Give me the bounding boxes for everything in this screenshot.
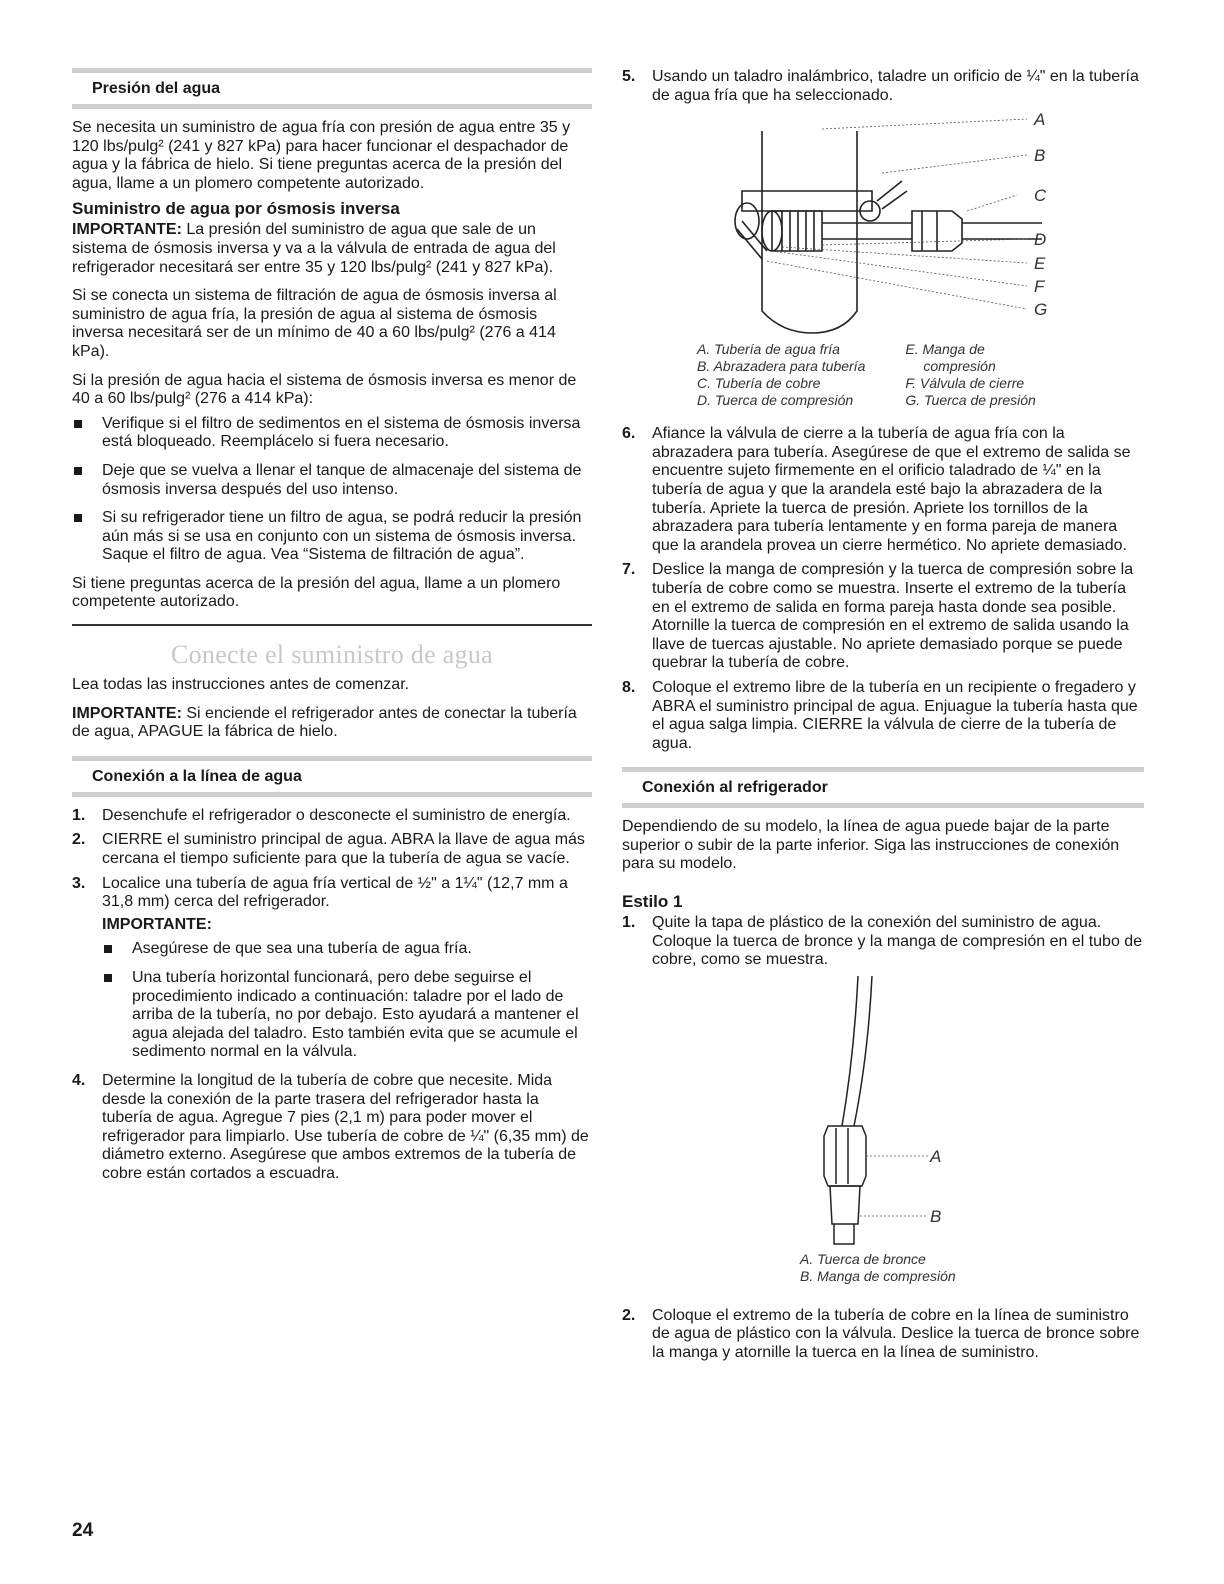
step-text: CIERRE el suministro principal de agua. ABRA la llave de agua más cercana el tiempo suficiente para que la tubería de agua se vacíe. [102, 831, 585, 868]
step-item [622, 914, 1144, 970]
caption-line: A. Tuerca de bronce [800, 1250, 926, 1267]
fig1-letter-c: C [1034, 186, 1047, 206]
fig2-captions [800, 1251, 1144, 1285]
fig2-letter-b: B [930, 1206, 942, 1226]
step-number: 6. [622, 425, 636, 443]
step-item [622, 679, 1144, 753]
step-item [72, 831, 592, 868]
list-item: Una tubería horizontal funcionará, pero debe seguirse el procedimiento indicado a continuación: taladre por el lado de arriba de la tubería, no por debajo. Esto ayudará a mantener el agua alejada del taladro. Esto también evita que se acumule el sedimento normal en la válvula. [102, 969, 592, 1062]
connect-important-text: Si enciende el refrigerador antes de conectar la tubería de agua, APAGUE la fábrica de hielo. [72, 704, 577, 741]
caption-line: D. Tuerca de compresión [697, 392, 854, 409]
style1-heading: Estilo 1 [622, 892, 683, 912]
brass-nut [824, 1126, 866, 1186]
step-text: Quite la tapa de plástico de la conexión del suministro de agua. Coloque la tuerca de bronce y la manga de compresión en el tubo de cobre, como se muestra. [652, 914, 1143, 969]
ro-bullet-list [72, 415, 592, 565]
caption-line: B. Manga de compresión [800, 1267, 956, 1284]
list-item: Deje que se vuelva a llenar el tanque de almacenaje del sistema de ósmosis inversa después del uso intenso. [72, 462, 592, 499]
copper-tube-end [962, 223, 1042, 239]
caption-line: A. Tubería de agua fría [697, 341, 840, 358]
copper-tube-line [842, 976, 872, 1126]
fig1-letter-g: G [1034, 300, 1048, 320]
water-line-heading-bar [72, 756, 592, 797]
water-pressure-heading: Presión del agua [92, 80, 221, 97]
step-item [72, 1072, 592, 1184]
water-pressure-heading-bar [72, 68, 592, 109]
list-item: Asegúrese de que sea una tubería de agua fría. [102, 940, 592, 959]
connect-important-paragraph [72, 705, 592, 742]
step-item [622, 1307, 1144, 1363]
step-number: 1. [72, 806, 86, 824]
ro-paragraph-3: Si la presión de agua hacia el sistema de ósmosis inversa es menor de 40 a 60 lbs/pulg² (276 a 414 kPa): [72, 371, 577, 408]
step-item [622, 68, 1144, 105]
fig1-caption-right [905, 341, 1035, 409]
step-number: 4. [72, 1071, 86, 1089]
ro-supply-heading: Suministro de agua por ósmosis inversa [72, 199, 400, 219]
step-item [622, 561, 1144, 673]
fig1-letter-a: A [1034, 111, 1046, 130]
step-number: 2. [622, 1306, 636, 1324]
fridge-connection-heading-bar [622, 767, 1144, 808]
ro-paragraph-4: Si tiene preguntas acerca de la presión del agua, llame a un plomero competente autorizado. [72, 574, 561, 611]
fig1-letter-e: E [1034, 254, 1046, 274]
step-text: Afiance la válvula de cierre a la tubería de agua fría con la abrazadera para tubería. Asegúrese de que el extremo de salida se encuentre sujeto firmemente en el orificio taladrado de ¼" en la tubería de agua y que la arandela esté bajo la abrazadera de la tubería. Apriete la tuerca de presión. Apriete los tornillos de la abrazadera para tubería lentamente y en forma pareja de manera que la arandela provea un cierre hermético. No apriete demasiado. [652, 425, 1131, 554]
step-item [72, 875, 592, 1062]
cold-water-pipe [762, 131, 857, 333]
step-item [622, 425, 1144, 555]
connect-intro: Lea todas las instrucciones antes de comenzar. [72, 676, 410, 694]
page-number: 24 [72, 1520, 94, 1541]
steps-mid [622, 425, 1144, 753]
step-text: Coloque el extremo de la tubería de cobre en la línea de suministro de agua de plástico con la válvula. Deslice la tuerca de bronce sobre la manga y atornille la tuerca en la línea de suministro. [652, 1306, 1140, 1362]
ro-important-label: IMPORTANTE: [72, 221, 182, 239]
steps-top [622, 68, 1144, 105]
style1-step2 [622, 1307, 1144, 1363]
list-item: Verifique si el filtro de sedimentos en el sistema de ósmosis inversa está bloqueado. Reemplácelo si fuera necesario. [72, 415, 592, 452]
water-line-heading: Conexión a la línea de agua [92, 767, 302, 785]
fig1-caption-left [697, 341, 865, 409]
step-text: Determine la longitud de la tubería de cobre que necesite. Mida desde la conexión de la parte trasera del refrigerador hasta la tubería de agua. Agregue 7 pies (2,1 m) para poder mover el refrigerador para limpiarlo. Use tubería de cobre de ¼" (6,35 mm) de diámetro externo. Asegúrese que ambos extremos de la tubería de cobre están cortados a escuadra. [102, 1071, 589, 1182]
step-text: Desenchufe el refrigerador o desconecte el suministro de energía. [102, 806, 571, 824]
ro-paragraph-2: Si se conecta un sistema de filtración de agua de ósmosis inversa al suministro de agua fría, la presión de agua al sistema de ósmosis inversa necesitará ser de un mínimo de 40 a 60 lbs/pulg² (276 a 414 kPa). [72, 287, 557, 360]
valve-illustration [622, 111, 1144, 341]
water-pressure-body: Se necesita un suministro de agua fría con presión de agua entre 35 y 120 lbs/pulg² (241 y 827 kPa) para hacer funcionar el despachador de agua y la fábrica de hielo. Si tiene preguntas acerca de la presión del agua, llame a un plomero competente autorizado. [72, 119, 571, 192]
water-line-steps [72, 807, 592, 1184]
ro-important-text: La presión del suministro de agua que sale de un sistema de ósmosis inversa y va a la válvula de entrada de agua del refrigerador necesitará ser entre 35 y 120 lbs/pulg² (241 y 827 kPa). [72, 221, 556, 276]
nut-sleeve-figure [622, 976, 1144, 1251]
step-item [72, 807, 592, 826]
step-number: 1. [622, 914, 636, 932]
caption-line: C. Tubería de cobre [697, 375, 821, 392]
step-number: 8. [622, 678, 636, 696]
left-column [72, 68, 592, 1190]
fridge-connection-heading: Conexión al refrigerador [642, 779, 828, 797]
step3-important-label: IMPORTANTE: [102, 915, 212, 933]
right-column [622, 68, 1144, 1369]
fig1-letter-d: D [1034, 230, 1047, 250]
caption-line: B. Abrazadera para tubería [697, 358, 866, 375]
style1-step1 [622, 914, 1144, 970]
fig1-letter-f: F [1034, 277, 1045, 297]
connect-section-title: Conecte el suministro de agua [170, 640, 494, 670]
step-text: Deslice la manga de compresión y la tuerca de compresión sobre la tubería de cobre como se muestra. Inserte el extremo de la tubería en el extremo de salida en forma pareja hasta donde sea posible. Atornille la tuerca de compresión en el extremo de salida usando la llave de tuercas ajustable. No apriete demasiado porque se puede quebrar la tubería de cobre. [652, 561, 1134, 672]
step-number: 2. [72, 831, 86, 849]
clamp-left-bolt [735, 203, 759, 239]
fig2-letter-a: A [930, 1146, 942, 1166]
nut-sleeve-illustration [622, 976, 1144, 1251]
step-text: Coloque el extremo libre de la tubería en un recipiente o fregadero y ABRA el suministro principal de agua. Enjuague la tubería hasta que el agua salga limpia. CIERRE la válvula de cierre de la tubería de agua. [652, 678, 1138, 752]
step3-bullet-list [102, 940, 592, 1062]
list-item: Si su refrigerador tiene un filtro de agua, se podrá reducir la presión aún más si se usa en conjunto con un sistema de ósmosis inversa. Saque el filtro de agua. Vea “Sistema de filtración de agua”. [72, 509, 592, 565]
caption-line: E. Manga de [905, 341, 985, 358]
fig1-captions [697, 341, 1144, 409]
fig1-letter-b: B [1034, 146, 1046, 166]
step-text: Usando un taladro inalámbrico, taladre un orificio de ¼" en la tubería de agua fría que ha seleccionado. [652, 68, 1139, 104]
caption-line: G. Tuerca de presión [905, 392, 1036, 409]
copper-tube [822, 223, 912, 239]
ro-important-paragraph [72, 221, 592, 277]
caption-line: F. Válvula de cierre [905, 375, 1025, 392]
fridge-connection-intro: Dependiendo de su modelo, la línea de agua puede bajar de la parte superior o subir de la parte inferior. Siga las instrucciones de conexión para su modelo. [622, 818, 1120, 873]
valve-figure [622, 111, 1144, 341]
section-divider [72, 624, 592, 626]
compression-sleeve [830, 1186, 860, 1224]
step-number: 7. [622, 561, 636, 579]
step-number: 3. [72, 874, 86, 892]
step-number: 5. [622, 68, 636, 85]
connect-important-label: IMPORTANTE: [72, 704, 182, 722]
step-text: Localice una tubería de agua fría vertical de ½" a 1¼" (12,7 mm a 31,8 mm) cerca del refrigerador. [102, 874, 568, 911]
caption-line: compresión [923, 358, 996, 375]
